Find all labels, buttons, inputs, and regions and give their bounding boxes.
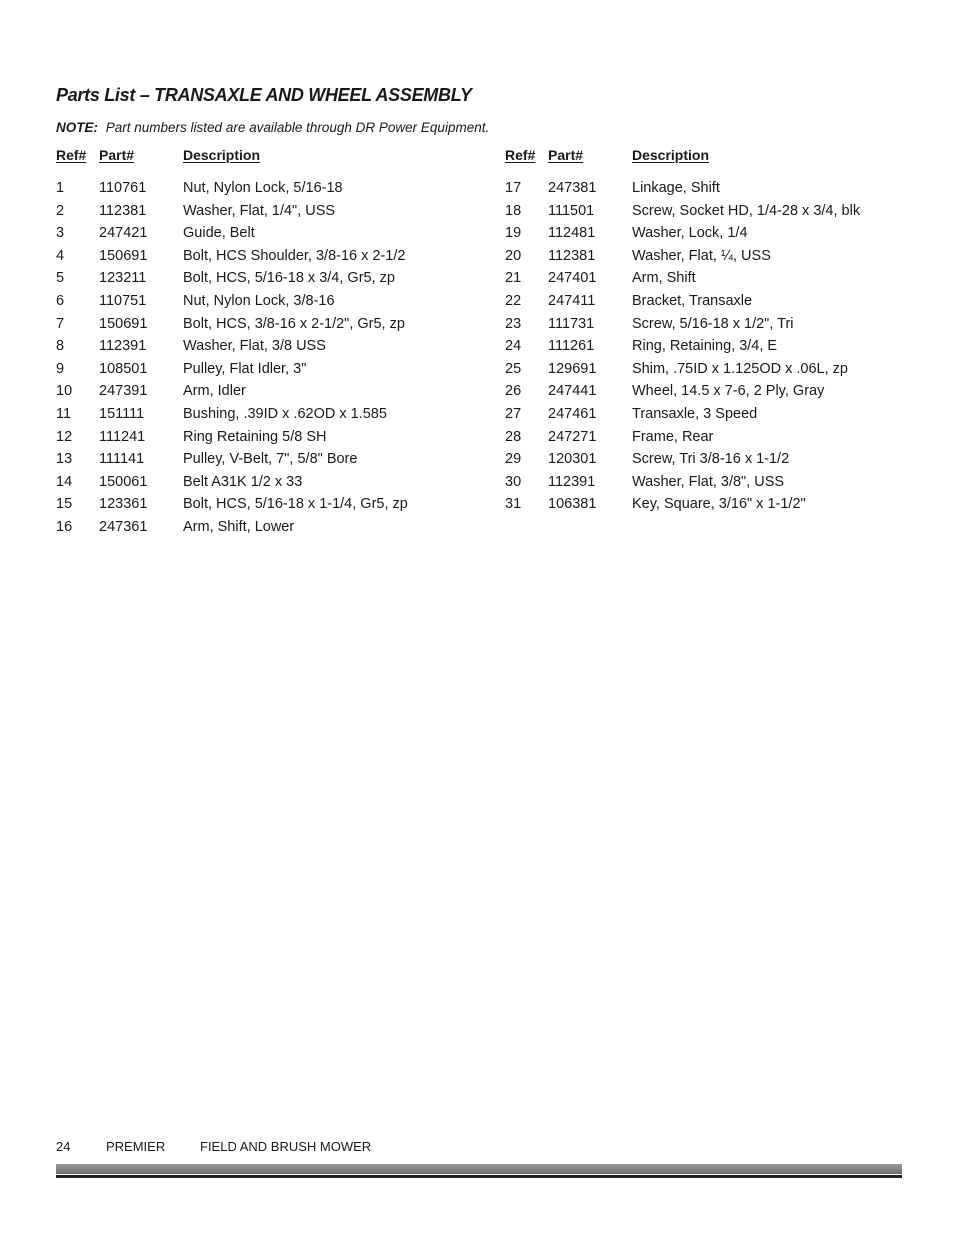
part-description: Washer, Flat, ¼, USS (632, 247, 771, 264)
part-ref: 13 (56, 451, 73, 468)
part-description: Nut, Nylon Lock, 3/8-16 (183, 292, 335, 309)
part-ref: 27 (505, 405, 522, 422)
part-description: Wheel, 14.5 x 7-6, 2 Ply, Gray (632, 383, 825, 400)
part-number: 120301 (548, 451, 597, 468)
part-ref: 30 (505, 473, 522, 490)
page-title: Parts List – TRANSAXLE AND WHEEL ASSEMBLY (56, 85, 472, 105)
part-description: Bolt, HCS, 5/16-18 x 3/4, Gr5, zp (183, 270, 395, 287)
table-row (56, 293, 476, 316)
table-row (56, 338, 476, 361)
part-number: 247381 (548, 180, 597, 196)
parts-table-right (505, 147, 905, 519)
part-ref: 19 (505, 225, 522, 242)
part-description: Washer, Flat, 3/8 USS (183, 338, 326, 355)
part-description: Bolt, HCS, 5/16-18 x 1-1/4, Gr5, zp (183, 496, 408, 513)
part-number: 150061 (99, 473, 148, 490)
part-number: 123361 (99, 496, 148, 513)
table-row (56, 429, 476, 452)
table-row (505, 361, 905, 384)
table-row (56, 316, 476, 339)
part-number: 150691 (99, 315, 148, 332)
part-description: Washer, Flat, 3/8", USS (632, 473, 785, 490)
part-number: 111241 (99, 428, 146, 445)
header-part: Part# (99, 147, 135, 163)
part-description: Bushing, .39ID x .62OD x 1.585 (183, 405, 387, 422)
part-number: 129691 (548, 360, 597, 377)
footer-product: FIELD AND BRUSH MOWER (200, 1139, 372, 1154)
part-description: Screw, Socket HD, 1/4-28 x 3/4, blk (632, 202, 861, 219)
part-description: Transaxle, 3 Speed (632, 405, 758, 422)
table-row (505, 180, 905, 203)
header-description: Description (632, 147, 710, 163)
part-number: 111731 (548, 315, 595, 332)
part-number: 247391 (99, 383, 148, 400)
table-row (505, 225, 905, 248)
table-row (56, 406, 476, 429)
part-ref: 23 (505, 315, 522, 332)
table-row (56, 180, 476, 203)
part-description: Nut, Nylon Lock, 5/16-18 (183, 180, 343, 196)
part-description: Pulley, Flat Idler, 3" (183, 360, 307, 377)
part-number: 112381 (99, 202, 147, 219)
part-ref: 18 (505, 202, 522, 219)
part-description: Arm, Idler (183, 383, 246, 400)
part-ref: 7 (56, 315, 65, 332)
part-description: Ring Retaining 5/8 SH (183, 428, 327, 445)
table-row (505, 496, 905, 519)
part-number: 123211 (99, 270, 147, 287)
header-part: Part# (548, 147, 584, 163)
header-ref: Ref# (505, 147, 536, 163)
table-row (56, 496, 476, 519)
part-description: Ring, Retaining, 3/4, E (632, 338, 778, 355)
part-ref: 29 (505, 451, 522, 468)
table-row (56, 451, 476, 474)
part-number: 247421 (99, 225, 148, 242)
table-row (505, 293, 905, 316)
parts-rows-left (56, 180, 476, 542)
table-row (505, 203, 905, 226)
part-number: 106381 (548, 496, 597, 513)
part-number: 110761 (99, 180, 147, 196)
footer-brand: PREMIER (106, 1139, 166, 1154)
part-ref: 10 (56, 383, 73, 400)
part-number: 247361 (99, 518, 148, 535)
part-description: Washer, Flat, 1/4", USS (183, 202, 336, 219)
part-number: 111501 (548, 202, 595, 219)
table-row (56, 383, 476, 406)
table-row (56, 474, 476, 497)
part-number: 112481 (548, 225, 596, 242)
part-number: 112391 (548, 473, 596, 490)
footer-rule (56, 1164, 902, 1178)
table-row (505, 248, 905, 271)
part-ref: 12 (56, 428, 73, 445)
footer-rule-top (56, 1164, 902, 1174)
part-ref: 5 (56, 270, 65, 287)
part-number: 111261 (548, 338, 595, 355)
part-ref: 17 (505, 180, 522, 196)
table-row (505, 429, 905, 452)
table-row (56, 225, 476, 248)
part-number: 112381 (548, 247, 596, 264)
note (56, 120, 489, 135)
part-description: Bolt, HCS, 3/8-16 x 2-1/2", Gr5, zp (183, 315, 405, 332)
part-description: Frame, Rear (632, 428, 714, 445)
footer-rule-bottom (56, 1175, 902, 1178)
part-number: 247271 (548, 428, 597, 445)
part-number: 150691 (99, 247, 148, 264)
table-row (505, 316, 905, 339)
part-ref: 6 (56, 292, 65, 309)
part-ref: 21 (505, 270, 522, 287)
part-ref: 3 (56, 225, 65, 242)
part-description: Arm, Shift (632, 270, 696, 287)
part-number: 110751 (99, 292, 147, 309)
parts-rows-right (505, 180, 905, 519)
table-row (56, 270, 476, 293)
table-row (505, 383, 905, 406)
part-description: Pulley, V-Belt, 7", 5/8" Bore (183, 451, 358, 468)
part-description: Bracket, Transaxle (632, 292, 753, 309)
part-ref: 4 (56, 247, 65, 264)
part-number: 247461 (548, 405, 597, 422)
part-number: 151111 (99, 405, 145, 422)
table-row (505, 451, 905, 474)
part-description: Bolt, HCS Shoulder, 3/8-16 x 2-1/2 (183, 247, 406, 264)
part-description: Washer, Lock, 1/4 (632, 225, 748, 242)
note-text: Part numbers listed are available through DR Power Equipment. (105, 120, 490, 135)
part-ref: 31 (505, 496, 522, 513)
table-row (56, 203, 476, 226)
table-header (505, 147, 905, 169)
part-ref: 24 (505, 338, 522, 355)
part-number: 247441 (548, 383, 597, 400)
part-description: Shim, .75ID x 1.125OD x .06L, zp (632, 360, 848, 377)
part-description: Screw, 5/16-18 x 1/2", Tri (632, 315, 794, 332)
part-number: 108501 (99, 360, 148, 377)
part-ref: 16 (56, 518, 73, 535)
part-number: 247401 (548, 270, 597, 287)
part-ref: 28 (505, 428, 522, 445)
header-ref: Ref# (56, 147, 87, 163)
part-description: Key, Square, 3/16" x 1-1/2" (632, 496, 806, 513)
part-number: 247411 (548, 292, 596, 309)
note-label: NOTE: (56, 120, 98, 135)
table-row (56, 519, 476, 542)
table-row (56, 248, 476, 271)
part-ref: 9 (56, 360, 65, 377)
part-description: Belt A31K 1/2 x 33 (183, 473, 303, 490)
table-row (505, 474, 905, 497)
part-ref: 25 (505, 360, 522, 377)
part-description: Guide, Belt (183, 225, 255, 242)
part-description: Arm, Shift, Lower (183, 518, 295, 535)
part-number: 111141 (99, 451, 145, 468)
part-description: Linkage, Shift (632, 180, 720, 196)
part-ref: 22 (505, 292, 522, 309)
parts-table-left (56, 147, 476, 542)
part-ref: 2 (56, 202, 65, 219)
part-ref: 26 (505, 383, 522, 400)
table-row (56, 361, 476, 384)
table-row (505, 338, 905, 361)
table-row (505, 406, 905, 429)
part-ref: 14 (56, 473, 73, 490)
part-ref: 1 (56, 180, 65, 196)
part-description: Screw, Tri 3/8-16 x 1-1/2 (632, 451, 790, 468)
part-number: 112391 (99, 338, 147, 355)
part-ref: 20 (505, 247, 522, 264)
part-ref: 15 (56, 496, 73, 513)
table-row (505, 270, 905, 293)
page-number: 24 (56, 1139, 71, 1154)
header-description: Description (183, 147, 261, 163)
part-ref: 11 (56, 405, 72, 422)
part-ref: 8 (56, 338, 65, 355)
table-header (56, 147, 476, 169)
